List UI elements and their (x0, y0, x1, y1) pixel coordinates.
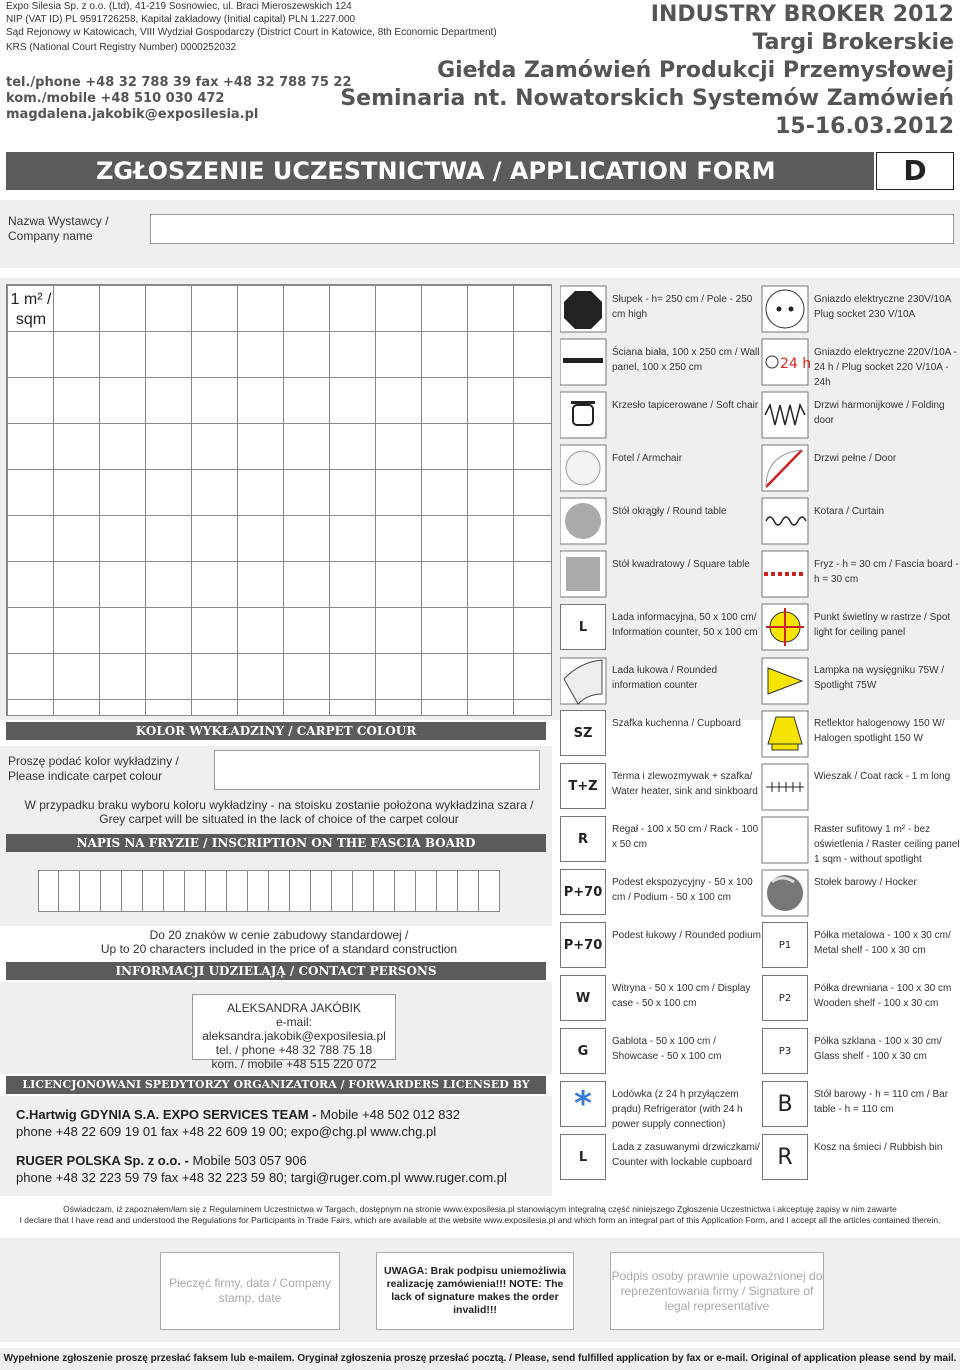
symbol-code-box: P3 (762, 1028, 808, 1074)
fascia-char-cell[interactable] (227, 870, 248, 912)
declaration (0, 1204, 960, 1226)
symbol-row (560, 869, 758, 915)
symbol-description: Reflektor halogenowy 150 W/ Halogen spotlight 150 W (814, 718, 945, 744)
symbol-description: Lodówka (z 24 h przyłączem prądu) Refrigerator (with 24 h power supply connection) (612, 1089, 743, 1130)
event-line3: Giełda Zamówień Produkcji Przemysłowej (437, 58, 954, 83)
symbol-row (762, 922, 960, 968)
symbol-description: Gablota - 50 x 100 cm / Showcase - 50 x 100 cm (612, 1036, 722, 1062)
fascia-note (6, 928, 552, 956)
symbol-code-box: SZ (560, 710, 606, 756)
event-line4: Seminaria nt. Nowatorskich Systemów Zamówień (340, 86, 954, 111)
symbol-description: Wieszak / Coat rack - 1 m long (814, 771, 951, 782)
carpet-colour-input[interactable] (214, 750, 540, 790)
symbol-row (560, 392, 758, 438)
symbol-row (762, 392, 960, 438)
symbol-row (560, 763, 758, 809)
symbol-row (762, 1134, 960, 1180)
symbol-row (560, 498, 758, 544)
event-title: INDUSTRY BROKER 2012 (650, 2, 954, 27)
symbol-description: Stół kwadratowy / Square table (612, 559, 750, 570)
company-line: NIP (VAT ID) PL 9591726258, Kapitał zakładowy (Initial capital) PLN 1.227.000 (6, 14, 356, 25)
declaration-pl: Oświadczam, iż zapoznałem/łam się z Regulaminem Uczestnictwa w Targach, dostępnym na stronie www.exposilesia.pl stanowiącym integralną część niniejszego Zgłoszenia Uczestnictwa i akceptuję zapisy w nim zawarte (63, 1204, 897, 1214)
symbol-row (762, 869, 960, 915)
forwarder-chg-name: C.Hartwig GDYNIA S.A. EXPO SERVICES TEAM - (16, 1107, 317, 1122)
symbol-description: Gniazdo elektryczne 230V/10A Plug socket 230 V/10A (814, 294, 951, 320)
symbol-description: Stół okrągły / Round table (612, 506, 727, 517)
symbol-description: Lampka na wysięgniku 75W / Spotlight 75W (814, 665, 945, 691)
symbol-description: Witryna - 50 x 100 cm / Display case - 50 x 100 cm (612, 983, 751, 1009)
symbol-description: Stół barowy - h = 110 cm / Bar table - h = 110 cm (814, 1089, 949, 1115)
fascia-char-cell[interactable] (458, 870, 479, 912)
carpet-label: Proszę podać kolor wykładziny / Please indicate carpet colour (8, 754, 179, 783)
symbol-description: Fryz - h = 30 cm / Fascia board - h = 30 cm (814, 559, 959, 585)
fascia-inscription-cells[interactable] (38, 870, 500, 912)
symbol-code-box: P+70 (560, 869, 606, 915)
symbol-description: Punkt świetlny w rastrze / Spot light for ceiling panel (814, 612, 951, 638)
symbol-description: Fotel / Armchair (612, 453, 683, 464)
symbol-row (560, 286, 758, 332)
footer-note: Wypełnione zgłoszenie proszę przesłać faksem lub e-mailem. Oryginał zgłoszenia proszę przesłać pocztą. / Please, send fulfilled application by fax or e-mail. Original of application please send by mail. (0, 1348, 960, 1370)
symbol-row (762, 763, 960, 809)
symbol-row (560, 657, 758, 703)
symbol-row (560, 710, 758, 756)
forwarder-chg (16, 1106, 546, 1140)
symbol-code-box: P1 (762, 922, 808, 968)
stand-layout-grid[interactable] (6, 284, 552, 716)
carpet-note-en: Grey carpet will be situated in the lack of choice of the carpet colour (99, 812, 459, 826)
form-letter: D (876, 152, 954, 190)
fascia-char-cell[interactable] (101, 870, 122, 912)
carpet-note-pl: W przypadku braku wyboru koloru wykładziny - na stoisku zostanie położona wykładzina szara / (24, 798, 534, 812)
symbol-row (762, 498, 960, 544)
carpet-note (6, 798, 552, 826)
legal-signature-box[interactable]: Podpis osoby prawnie upoważnionej do reprezentowania firmy / Signature of legal representative (610, 1252, 824, 1330)
symbol-description: Podest ekspozycyjny - 50 x 100 cm / Podium - 50 x 100 cm (612, 877, 753, 903)
symbol-code-box: R (560, 816, 606, 862)
symbol-description: Lada łukowa / Rounded information counter (612, 665, 718, 691)
symbol-row (762, 445, 960, 491)
symbol-description: Lada z zasuwanymi drzwiczkami/ Counter with lockable cupboard (612, 1142, 760, 1168)
fascia-char-cell[interactable] (479, 870, 500, 912)
symbol-row (560, 1134, 758, 1180)
organizer-email: magdalena.jakobik@exposilesia.pl (6, 107, 259, 122)
company-line: Sąd Rejonowy w Katowicach, VIII Wydział Gospodarczy (District Court in Katowice, 8th Economic Department) (6, 27, 497, 38)
company-info (6, 0, 497, 54)
forwarder-ruger-mobile: Mobile 503 057 906 (188, 1153, 307, 1168)
symbol-row (560, 1028, 758, 1074)
symbol-row (762, 604, 960, 650)
fascia-char-cell[interactable] (122, 870, 143, 912)
symbol-code-box: P2 (762, 975, 808, 1021)
fascia-char-cell[interactable] (164, 870, 185, 912)
symbol-code-box: P+70 (560, 922, 606, 968)
symbol-row (762, 339, 960, 388)
svg-text:24 h: 24 h (780, 356, 812, 372)
symbol-description: Lada informacyjna, 50 x 100 cm/ Information counter, 50 x 100 cm (612, 612, 758, 638)
symbol-code-box: T+Z (560, 763, 606, 809)
symbol-row (762, 816, 960, 865)
symbol-description: Drzwi pełne / Door (814, 453, 897, 464)
symbol-description: Półka szklana - 100 x 30 cm/ Glass shelf - 100 x 30 cm (814, 1036, 942, 1062)
symbol-row (762, 1081, 960, 1127)
symbol-description: Kotara / Curtain (814, 506, 885, 517)
symbol-row (560, 445, 758, 491)
symbol-description: Półka metalowa - 100 x 30 cm/ Metal shelf - 100 x 30 cm (814, 930, 951, 956)
contact-card (192, 994, 396, 1071)
carpet-heading: KOLOR WYKŁADZINY / CARPET COLOUR (6, 722, 546, 740)
symbol-row (560, 339, 758, 385)
symbol-description: Regał - 100 x 50 cm / Rack - 100 x 50 cm (612, 824, 759, 850)
forwarder-ruger-name: RUGER POLSKA Sp. z o.o. - (16, 1153, 189, 1168)
fascia-char-cell[interactable] (206, 870, 227, 912)
fascia-char-cell[interactable] (248, 870, 269, 912)
symbol-row (560, 1081, 758, 1130)
company-line: Expo Silesia Sp. z o.o. (Ltd), 41-219 Sosnowiec, ul. Braci Mieroszewskich 124 (6, 1, 352, 12)
symbol-row (560, 975, 758, 1021)
fascia-char-cell[interactable] (416, 870, 437, 912)
fascia-char-cell[interactable] (38, 870, 59, 912)
event-dates: 15-16.03.2012 (775, 114, 954, 139)
company-stamp-box[interactable]: Pieczęć firmy, data / Company stamp, date (160, 1252, 340, 1330)
fascia-note-pl: Do 20 znaków w cenie zabudowy standardowej / (149, 928, 409, 942)
symbol-row (762, 1028, 960, 1074)
contact-email[interactable]: e-mail: aleksandra.jakobik@exposilesia.pl (202, 1015, 386, 1043)
forwarders-heading: LICENCJONOWANI SPEDYTORZY ORGANIZATORA / FORWARDERS LICENSED BY (6, 1076, 546, 1094)
symbol-description: Terma i zlewozmywak + szafka/ Water heater, sink and sinkboard (612, 771, 758, 797)
fascia-char-cell[interactable] (353, 870, 374, 912)
symbol-description: Drzwi harmonijkowe / Folding door (814, 400, 945, 426)
symbol-row (762, 657, 960, 703)
organizer-contact (6, 75, 352, 123)
symbol-code-box: B (762, 1081, 808, 1127)
signature-warning: UWAGA: Brak podpisu uniemożliwia realizację zamówienia!!! NOTE: The lack of signature makes the order invalid!!! (376, 1252, 574, 1330)
symbol-code-box: R (762, 1134, 808, 1180)
event-subtitle: Targi Brokerskie (752, 30, 954, 55)
symbol-description: Krzesło tapicerowane / Soft chair (612, 400, 759, 411)
contact-phone: tel. / phone +48 32 788 75 18 (215, 1043, 373, 1057)
symbol-row (560, 604, 758, 650)
fascia-note-en: Up to 20 characters included in the price of a standard construction (100, 942, 458, 956)
symbol-description: Ściana biała, 100 x 250 cm / Wall panel, 100 x 250 cm (612, 347, 760, 373)
symbol-code-box: * (560, 1081, 606, 1127)
fascia-char-cell[interactable] (332, 870, 353, 912)
forwarder-chg-contact[interactable]: phone +48 22 609 19 01 fax +48 22 609 19 00; expo@chg.pl www.chg.pl (16, 1124, 437, 1139)
symbol-code-box: L (560, 604, 606, 650)
symbol-row (762, 710, 960, 756)
fascia-char-cell[interactable] (80, 870, 101, 912)
symbol-code-box: W (560, 975, 606, 1021)
company-line: KRS (National Court Registry Number) 0000252032 (6, 42, 237, 53)
organizer-phone: tel./phone +48 32 788 39 fax +48 32 788 75 22 (6, 75, 352, 90)
symbol-code-box: L (560, 1134, 606, 1180)
symbol-description: Raster sufitowy 1 m² - bez oświetlenia / Raster ceiling panel 1 sqm - without spotlight (814, 824, 960, 865)
organizer-mobile: kom./mobile +48 510 030 472 (6, 91, 225, 106)
forwarder-ruger-contact[interactable]: phone +48 32 223 59 79 fax +48 32 223 59 80; targi@ruger.com.pl www.ruger.com.pl (16, 1170, 507, 1185)
sqm-label: 1 m² / sqm (10, 291, 52, 328)
symbol-row (560, 816, 758, 862)
symbol-description: Kosz na śmieci / Rubbish bin (814, 1142, 943, 1153)
symbol-description: Stołek barowy / Hocker (814, 877, 917, 888)
fascia-char-cell[interactable] (290, 870, 311, 912)
form-title: ZGŁOSZENIE UCZESTNICTWA / APPLICATION FORM (6, 152, 874, 190)
forwarder-chg-mobile: Mobile +48 502 012 832 (316, 1107, 460, 1122)
symbol-row (762, 975, 960, 1021)
declaration-en: I declare that I have read and understood the Regulations for Participants in Trade Fairs, which are available at the website www.exposilesia.pl and which form an integral part of this Application Form, and I accept all the articles contained therein. (19, 1215, 941, 1225)
fascia-char-cell[interactable] (143, 870, 164, 912)
fascia-char-cell[interactable] (374, 870, 395, 912)
fascia-char-cell[interactable] (437, 870, 458, 912)
fascia-char-cell[interactable] (395, 870, 416, 912)
symbol-row (560, 551, 758, 597)
symbol-row (762, 286, 960, 332)
fascia-char-cell[interactable] (59, 870, 80, 912)
symbol-description: Słupek - h= 250 cm / Pole - 250 cm high (612, 294, 753, 320)
symbol-description: Podest łukowy / Rounded podium (612, 930, 761, 941)
company-name-label: Nazwa Wystawcy / Company name (8, 214, 109, 243)
symbol-row (560, 922, 761, 968)
symbol-description: Gniazdo elektryczne 220V/10A - 24 h / Plug socket 220 V/10A - 24h (814, 347, 957, 388)
contact-heading: INFORMACJI UDZIELAJĄ / CONTACT PERSONS (6, 962, 546, 980)
symbol-code-box: G (560, 1028, 606, 1074)
contact-mobile: kom. / mobile +48 515 220 072 (211, 1057, 377, 1071)
symbol-description: Półka drewniana - 100 x 30 cm Wooden shelf - 100 x 30 cm (814, 983, 952, 1009)
symbol-description: Szafka kuchenna / Cupboard (612, 718, 741, 729)
fascia-char-cell[interactable] (269, 870, 290, 912)
fascia-char-cell[interactable] (185, 870, 206, 912)
fascia-char-cell[interactable] (311, 870, 332, 912)
symbol-row (762, 551, 960, 597)
forwarder-ruger (16, 1152, 546, 1186)
company-name-input[interactable] (150, 214, 954, 244)
fascia-heading: NAPIS NA FRYZIE / INSCRIPTION ON THE FASCIA BOARD (6, 834, 546, 852)
contact-name: ALEKSANDRA JAKÓBIK (226, 1001, 362, 1015)
